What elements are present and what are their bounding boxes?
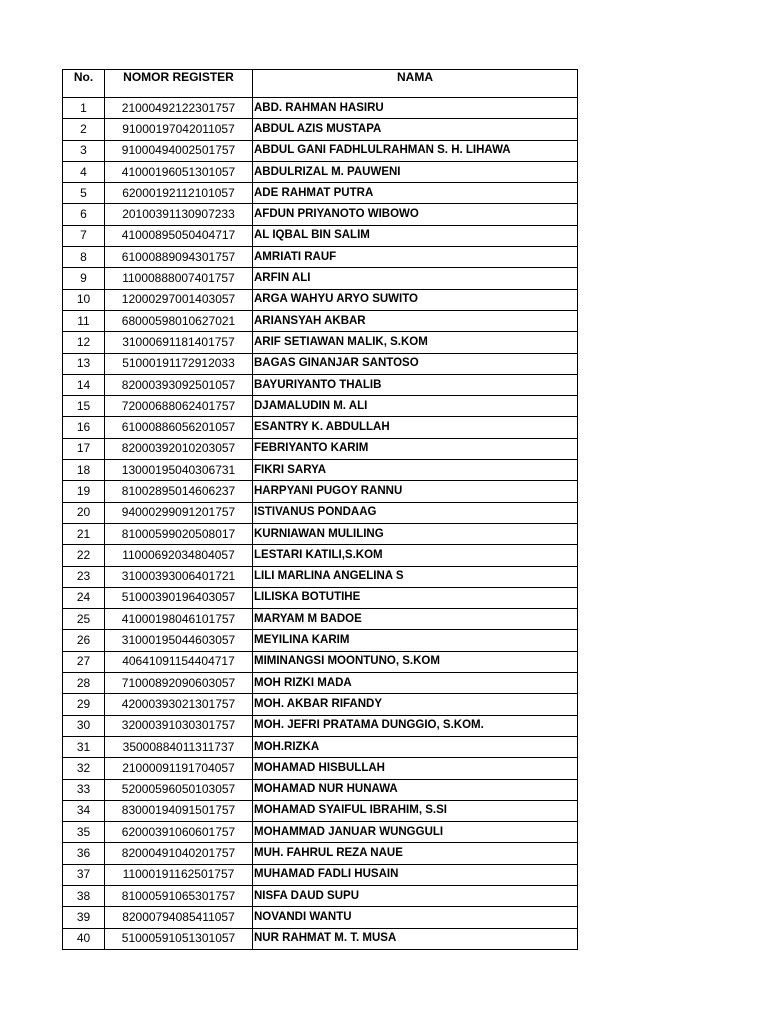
table-row: [63, 736, 578, 757]
cell-nama: MIMINANGSI MOONTUNO, S.KOM: [253, 651, 578, 672]
cell-nama: ARFIN ALI: [253, 268, 578, 289]
cell-nama: KURNIAWAN MULILING: [253, 523, 578, 544]
cell-nama: MUH. FAHRUL REZA NAUE: [253, 843, 578, 864]
table-row: [63, 332, 578, 353]
cell-nomor-register: 31000393006401721: [105, 566, 253, 587]
header-nama: NAMA: [253, 70, 578, 98]
cell-no: 8: [63, 247, 105, 268]
table-row: [63, 566, 578, 587]
cell-nama: LILISKA BOTUTIHE: [253, 587, 578, 608]
cell-no: 29: [63, 694, 105, 715]
table-row: [63, 438, 578, 459]
cell-nomor-register: 41000196051301057: [105, 161, 253, 182]
table-row: [63, 417, 578, 438]
cell-no: 1: [63, 98, 105, 119]
cell-nomor-register: 11000191162501757: [105, 864, 253, 885]
cell-nomor-register: 82000393092501057: [105, 374, 253, 395]
cell-no: 37: [63, 864, 105, 885]
cell-no: 23: [63, 566, 105, 587]
cell-no: 9: [63, 268, 105, 289]
cell-nama: FIKRI SARYA: [253, 460, 578, 481]
cell-nama: MOHAMAD NUR HUNAWA: [253, 779, 578, 800]
cell-nomor-register: 31000195044603057: [105, 630, 253, 651]
table-row: [63, 204, 578, 225]
table-row: [63, 907, 578, 928]
cell-no: 38: [63, 885, 105, 906]
cell-no: 34: [63, 800, 105, 821]
cell-no: 6: [63, 204, 105, 225]
cell-no: 21: [63, 523, 105, 544]
table-row: [63, 460, 578, 481]
cell-nama: MOH RIZKI MADA: [253, 673, 578, 694]
cell-nama: ARIANSYAH AKBAR: [253, 310, 578, 331]
cell-nama: ADE RAHMAT PUTRA: [253, 183, 578, 204]
cell-nomor-register: 72000688062401757: [105, 396, 253, 417]
cell-nomor-register: 71000892090603057: [105, 673, 253, 694]
table-row: [63, 651, 578, 672]
cell-no: 19: [63, 481, 105, 502]
cell-no: 30: [63, 715, 105, 736]
table-header-row: [63, 70, 578, 98]
cell-nama: NUR RAHMAT M. T. MUSA: [253, 928, 578, 949]
cell-nomor-register: 81000599020508017: [105, 523, 253, 544]
cell-nama: MOHAMAD HISBULLAH: [253, 758, 578, 779]
table-row: [63, 268, 578, 289]
cell-nomor-register: 62000391060601757: [105, 822, 253, 843]
cell-nama: ARIF SETIAWAN MALIK, S.KOM: [253, 332, 578, 353]
table-row: [63, 502, 578, 523]
table-row: [63, 225, 578, 246]
table-row: [63, 481, 578, 502]
cell-nomor-register: 52000596050103057: [105, 779, 253, 800]
table-row: [63, 247, 578, 268]
cell-nama: MARYAM M BADOE: [253, 609, 578, 630]
table-row: [63, 396, 578, 417]
table-row: [63, 289, 578, 310]
cell-no: 15: [63, 396, 105, 417]
register-table: [62, 69, 578, 950]
cell-nama: MOH. JEFRI PRATAMA DUNGGIO, S.KOM.: [253, 715, 578, 736]
cell-nomor-register: 82000392010203057: [105, 438, 253, 459]
cell-no: 17: [63, 438, 105, 459]
cell-nama: ABD. RAHMAN HASIRU: [253, 98, 578, 119]
cell-nama: AFDUN PRIYANOTO WIBOWO: [253, 204, 578, 225]
cell-nama: BAYURIYANTO THALIB: [253, 374, 578, 395]
cell-nomor-register: 41000198046101757: [105, 609, 253, 630]
table-row: [63, 694, 578, 715]
table-row: [63, 673, 578, 694]
cell-no: 35: [63, 822, 105, 843]
cell-nomor-register: 42000393021301757: [105, 694, 253, 715]
cell-no: 10: [63, 289, 105, 310]
cell-no: 14: [63, 374, 105, 395]
cell-nomor-register: 51000390196403057: [105, 587, 253, 608]
cell-no: 5: [63, 183, 105, 204]
cell-nama: MOHAMMAD JANUAR WUNGGULI: [253, 822, 578, 843]
table-row: [63, 800, 578, 821]
cell-nama: MOH. AKBAR RIFANDY: [253, 694, 578, 715]
cell-nama: DJAMALUDIN M. ALI: [253, 396, 578, 417]
cell-nomor-register: 62000192112101057: [105, 183, 253, 204]
cell-nama: MEYILINA KARIM: [253, 630, 578, 651]
cell-no: 27: [63, 651, 105, 672]
register-table-container: [62, 69, 578, 950]
cell-nama: AMRIATI RAUF: [253, 247, 578, 268]
cell-nama: BAGAS GINANJAR SANTOSO: [253, 353, 578, 374]
table-row: [63, 843, 578, 864]
cell-nomor-register: 13000195040306731: [105, 460, 253, 481]
header-nomor-register: NOMOR REGISTER: [105, 70, 253, 98]
cell-no: 7: [63, 225, 105, 246]
cell-nomor-register: 20100391130907233: [105, 204, 253, 225]
cell-nomor-register: 51000191172912033: [105, 353, 253, 374]
cell-nomor-register: 11000888007401757: [105, 268, 253, 289]
cell-nomor-register: 21000492122301757: [105, 98, 253, 119]
cell-nomor-register: 40641091154404717: [105, 651, 253, 672]
table-row: [63, 779, 578, 800]
cell-nomor-register: 91000197042011057: [105, 119, 253, 140]
cell-nomor-register: 61000886056201057: [105, 417, 253, 438]
cell-no: 2: [63, 119, 105, 140]
cell-nama: ISTIVANUS PONDAAG: [253, 502, 578, 523]
cell-no: 31: [63, 736, 105, 757]
table-row: [63, 928, 578, 949]
cell-nomor-register: 81002895014606237: [105, 481, 253, 502]
cell-no: 12: [63, 332, 105, 353]
cell-nomor-register: 82000491040201757: [105, 843, 253, 864]
cell-nama: MOHAMAD SYAIFUL IBRAHIM, S.SI: [253, 800, 578, 821]
table-row: [63, 630, 578, 651]
cell-nama: LILI MARLINA ANGELINA S: [253, 566, 578, 587]
cell-nomor-register: 35000884011311737: [105, 736, 253, 757]
cell-no: 3: [63, 140, 105, 161]
cell-no: 24: [63, 587, 105, 608]
cell-no: 39: [63, 907, 105, 928]
cell-nama: MUHAMAD FADLI HUSAIN: [253, 864, 578, 885]
cell-nama: ABDUL AZIS MUSTAPA: [253, 119, 578, 140]
cell-nomor-register: 68000598010627021: [105, 310, 253, 331]
cell-nama: NOVANDI WANTU: [253, 907, 578, 928]
cell-no: 13: [63, 353, 105, 374]
cell-nomor-register: 82000794085411057: [105, 907, 253, 928]
cell-no: 33: [63, 779, 105, 800]
cell-no: 25: [63, 609, 105, 630]
cell-nomor-register: 21000091191704057: [105, 758, 253, 779]
table-row: [63, 119, 578, 140]
table-row: [63, 822, 578, 843]
table-row: [63, 98, 578, 119]
table-row: [63, 140, 578, 161]
table-row: [63, 523, 578, 544]
table-row: [63, 715, 578, 736]
cell-nomor-register: 81000591065301757: [105, 885, 253, 906]
cell-no: 16: [63, 417, 105, 438]
cell-nama: LESTARI KATILI,S.KOM: [253, 545, 578, 566]
cell-no: 20: [63, 502, 105, 523]
table-row: [63, 545, 578, 566]
cell-nomor-register: 83000194091501757: [105, 800, 253, 821]
cell-nama: HARPYANI PUGOY RANNU: [253, 481, 578, 502]
cell-no: 22: [63, 545, 105, 566]
cell-nama: NISFA DAUD SUPU: [253, 885, 578, 906]
cell-nomor-register: 41000895050404717: [105, 225, 253, 246]
cell-nomor-register: 31000691181401757: [105, 332, 253, 353]
cell-no: 28: [63, 673, 105, 694]
cell-nomor-register: 32000391030301757: [105, 715, 253, 736]
cell-nama: FEBRIYANTO KARIM: [253, 438, 578, 459]
cell-no: 4: [63, 161, 105, 182]
cell-no: 11: [63, 310, 105, 331]
cell-no: 32: [63, 758, 105, 779]
cell-no: 18: [63, 460, 105, 481]
table-row: [63, 353, 578, 374]
cell-nomor-register: 12000297001403057: [105, 289, 253, 310]
table-row: [63, 864, 578, 885]
cell-nama: MOH.RIZKA: [253, 736, 578, 757]
cell-no: 40: [63, 928, 105, 949]
table-row: [63, 609, 578, 630]
table-row: [63, 758, 578, 779]
cell-nama: ARGA WAHYU ARYO SUWITO: [253, 289, 578, 310]
cell-no: 26: [63, 630, 105, 651]
table-row: [63, 310, 578, 331]
cell-nama: ESANTRY K. ABDULLAH: [253, 417, 578, 438]
cell-nomor-register: 61000889094301757: [105, 247, 253, 268]
table-row: [63, 161, 578, 182]
table-row: [63, 374, 578, 395]
table-row: [63, 885, 578, 906]
cell-nomor-register: 94000299091201757: [105, 502, 253, 523]
header-no: No.: [63, 70, 105, 98]
cell-nama: AL IQBAL BIN SALIM: [253, 225, 578, 246]
cell-no: 36: [63, 843, 105, 864]
table-row: [63, 183, 578, 204]
cell-nomor-register: 51000591051301057: [105, 928, 253, 949]
cell-nomor-register: 91000494002501757: [105, 140, 253, 161]
table-row: [63, 587, 578, 608]
cell-nomor-register: 11000692034804057: [105, 545, 253, 566]
cell-nama: ABDULRIZAL M. PAUWENI: [253, 161, 578, 182]
cell-nama: ABDUL GANI FADHLULRAHMAN S. H. LIHAWA: [253, 140, 578, 161]
